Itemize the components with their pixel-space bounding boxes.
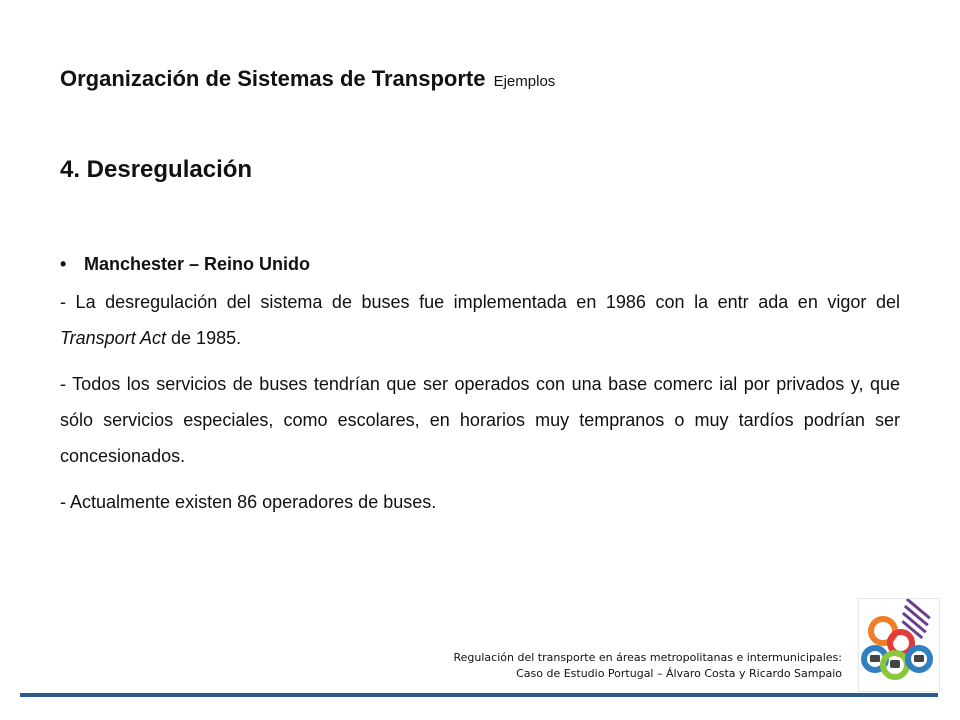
- bullet-dot-icon: •: [60, 254, 67, 274]
- paragraph-3: - Actualmente existen 86 operadores de buses.: [60, 492, 437, 512]
- congress-logo: [858, 598, 940, 692]
- footer-line-1: Regulación del transporte en áreas metropolitanas e intermunicipales:: [453, 651, 842, 664]
- paragraph-1-after: de 1985.: [166, 328, 242, 348]
- slide-title-text: Organización de Sistemas de Transporte: [60, 66, 486, 91]
- bullet-item: [60, 250, 900, 278]
- footer-divider: [20, 693, 938, 697]
- footer-line-2: Caso de Estudio Portugal – Álvaro Costa y Ricardo Sampaio: [516, 667, 842, 680]
- footer-text: [454, 650, 843, 682]
- slide-title: [60, 66, 555, 92]
- slide-subtitle: Ejemplos: [493, 73, 556, 90]
- paragraph-1-italic: Transport Act: [60, 328, 167, 348]
- paragraph-1: [60, 284, 900, 356]
- paragraph-1-before: - La desregulación del sistema de buses fue implementada en 1986 con la entr ada en vigor del: [60, 292, 900, 312]
- bullet-text: Manchester – Reino Unido: [84, 254, 311, 274]
- paragraph-2: - Todos los servicios de buses tendrían que ser operados con una base comerc ial por privados y, que sólo servicios especiales, como escolares, en horarios muy tempranos o muy tardíos podrían ser concesionados.: [60, 374, 900, 466]
- congress-logo-icon: [859, 599, 939, 691]
- section-heading: 4. Desregulación: [60, 156, 253, 183]
- slide-content: [60, 250, 900, 530]
